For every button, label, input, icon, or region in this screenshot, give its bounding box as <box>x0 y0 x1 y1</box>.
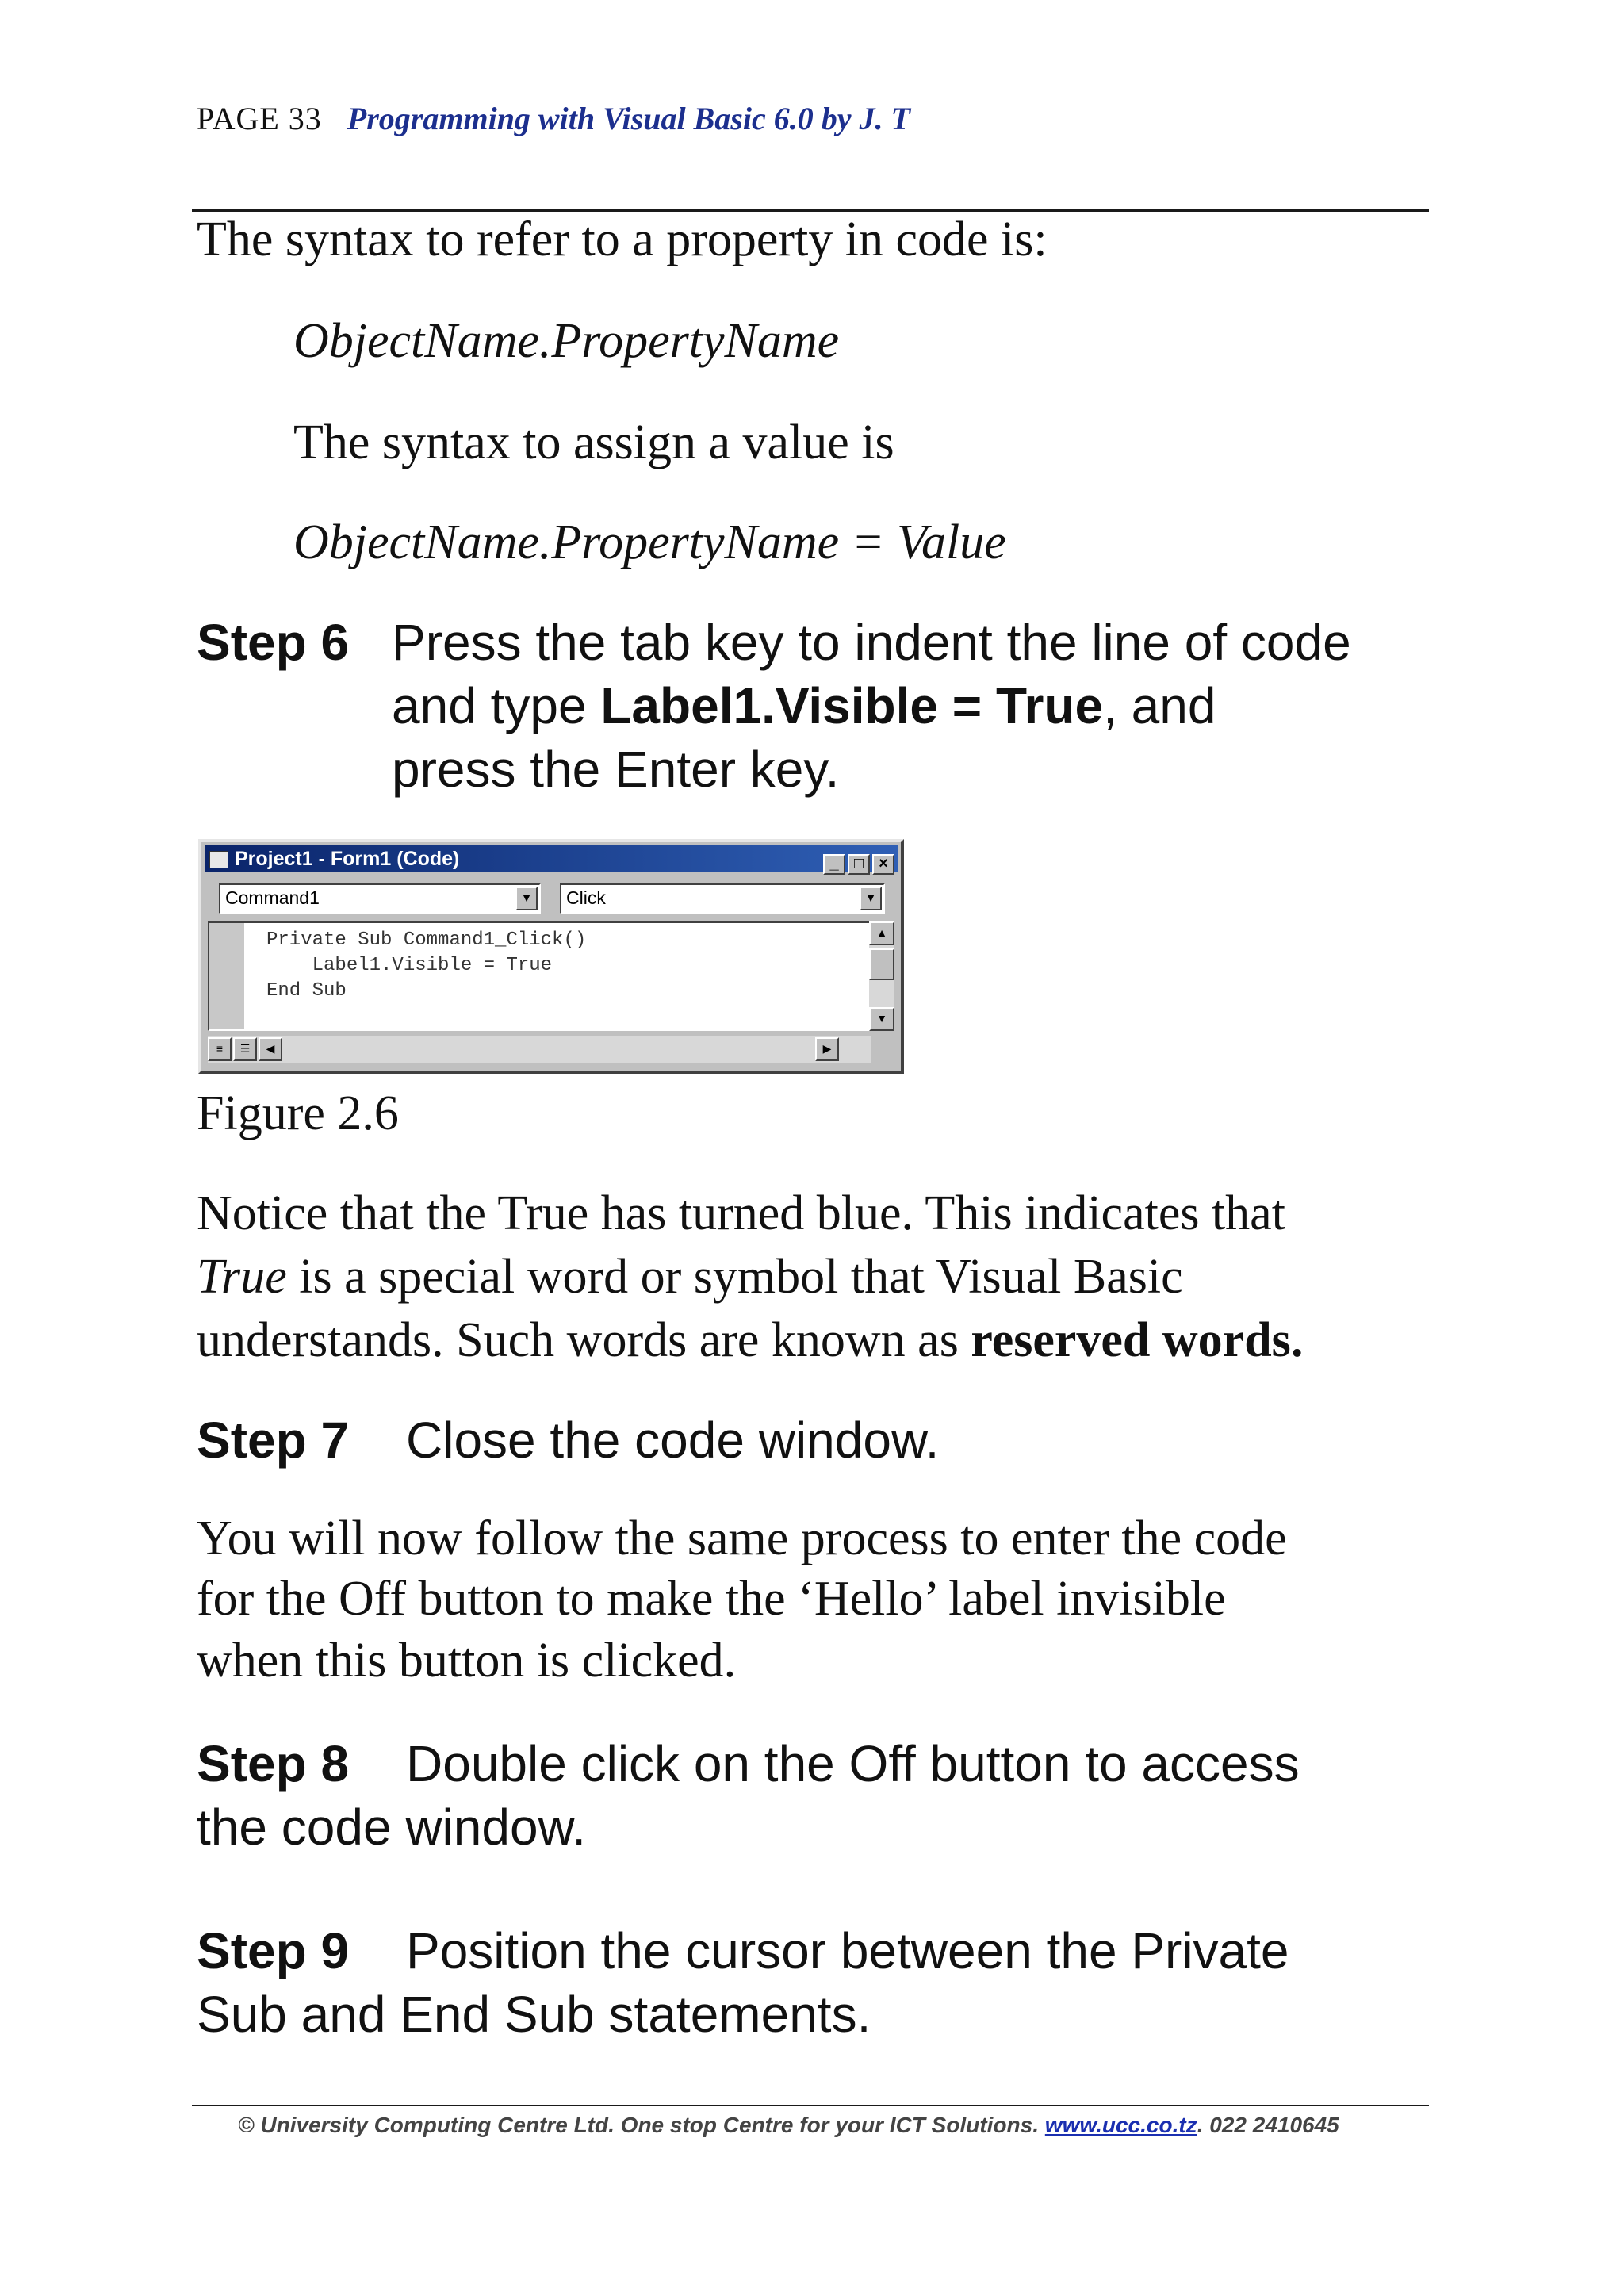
full-module-view-icon[interactable]: ☰ <box>233 1037 257 1061</box>
step9-label: Step 9 <box>197 1922 350 1979</box>
procedure-combo[interactable] <box>560 883 885 914</box>
follow-line2: for the Off button to make the ‘Hello’ label invisible <box>197 1572 1226 1626</box>
object-combo-value: Command1 <box>225 887 320 908</box>
step6-line2-post: , and <box>1103 677 1216 734</box>
reserved-words-term: reserved words. <box>971 1313 1304 1367</box>
follow-line1: You will now follow the same process to enter the code <box>197 1511 1287 1565</box>
code-window-titlebar[interactable] <box>205 845 898 872</box>
assign-intro: The syntax to assign a value is <box>293 416 894 469</box>
code-line-1: Private Sub Command1_Click() <box>266 929 587 951</box>
minimize-button[interactable]: _ <box>823 854 845 875</box>
window-icon <box>209 851 228 868</box>
footer <box>238 2113 1339 2138</box>
footer-link[interactable]: www.ucc.co.tz <box>1044 2113 1197 2137</box>
scroll-right-icon[interactable]: ▶ <box>815 1037 839 1061</box>
maximize-button[interactable]: □ <box>848 854 870 875</box>
code-margin <box>209 923 244 1029</box>
step6-code-snippet: Label1.Visible = True <box>600 677 1104 734</box>
step7-label: Step 7 <box>197 1412 350 1469</box>
chevron-down-icon[interactable]: ▼ <box>515 887 538 910</box>
notice-line3-pre: understands. Such words are known as <box>197 1313 971 1367</box>
page-number: PAGE 33 <box>197 101 322 136</box>
scroll-down-icon[interactable]: ▼ <box>869 1007 894 1031</box>
notice-true-word: True <box>197 1250 287 1304</box>
step6-line2 <box>392 674 1216 738</box>
scroll-thumb[interactable] <box>869 948 894 980</box>
close-button[interactable]: × <box>872 854 894 875</box>
intro-text: The syntax to refer to a property in code is: <box>197 213 1048 266</box>
step6-line1: Press the tab key to indent the line of code <box>392 614 1351 671</box>
notice-line2-rest: is a special word or symbol that Visual Basic <box>286 1250 1183 1304</box>
footer-text: © University Computing Centre Ltd. One stop Centre for your ICT Solutions. <box>238 2113 1045 2137</box>
running-head <box>197 100 910 137</box>
code-window <box>198 839 904 1074</box>
step8-line1: Double click on the Off button to access <box>406 1735 1300 1792</box>
code-line-2: Label1.Visible = True <box>266 955 553 976</box>
horizontal-scrollbar[interactable] <box>208 1036 871 1063</box>
code-window-title: Project1 - Form1 (Code) <box>235 848 460 870</box>
step9-line2: Sub and End Sub statements. <box>197 1986 871 2043</box>
notice-line3 <box>197 1308 1303 1372</box>
procedure-combo-value: Click <box>566 887 606 908</box>
follow-line3: when this button is clicked. <box>197 1634 737 1688</box>
figure-caption: Figure 2.6 <box>197 1086 399 1140</box>
code-editor[interactable] <box>208 921 871 1031</box>
vertical-scrollbar[interactable] <box>869 921 894 1031</box>
footer-rule <box>192 2105 1429 2106</box>
object-combo[interactable] <box>219 883 541 914</box>
scroll-up-icon[interactable]: ▲ <box>869 921 894 945</box>
step6-line3: press the Enter key. <box>392 741 840 798</box>
syntax-refer: ObjectName.PropertyName <box>293 314 840 368</box>
step6-label: Step 6 <box>197 614 350 671</box>
code-line-3: End Sub <box>266 980 347 1002</box>
procedure-view-icon[interactable]: ≡ <box>208 1037 232 1061</box>
scroll-left-icon[interactable]: ◀ <box>259 1037 282 1061</box>
step8-label: Step 8 <box>197 1735 350 1792</box>
syntax-assign: ObjectName.PropertyName = Value <box>293 515 1006 569</box>
step7-text: Close the code window. <box>406 1412 940 1469</box>
book-title: Programming with Visual Basic 6.0 by J. T <box>347 101 910 136</box>
notice-line1: Notice that the True has turned blue. This indicates that <box>197 1186 1285 1240</box>
notice-line2 <box>197 1245 1183 1308</box>
step8-line2: the code window. <box>197 1799 586 1856</box>
step6-line2-pre: and type <box>392 677 601 734</box>
footer-phone: . 022 2410645 <box>1197 2113 1339 2137</box>
chevron-down-icon[interactable]: ▼ <box>860 887 882 910</box>
step9-line1: Position the cursor between the Private <box>406 1922 1289 1979</box>
